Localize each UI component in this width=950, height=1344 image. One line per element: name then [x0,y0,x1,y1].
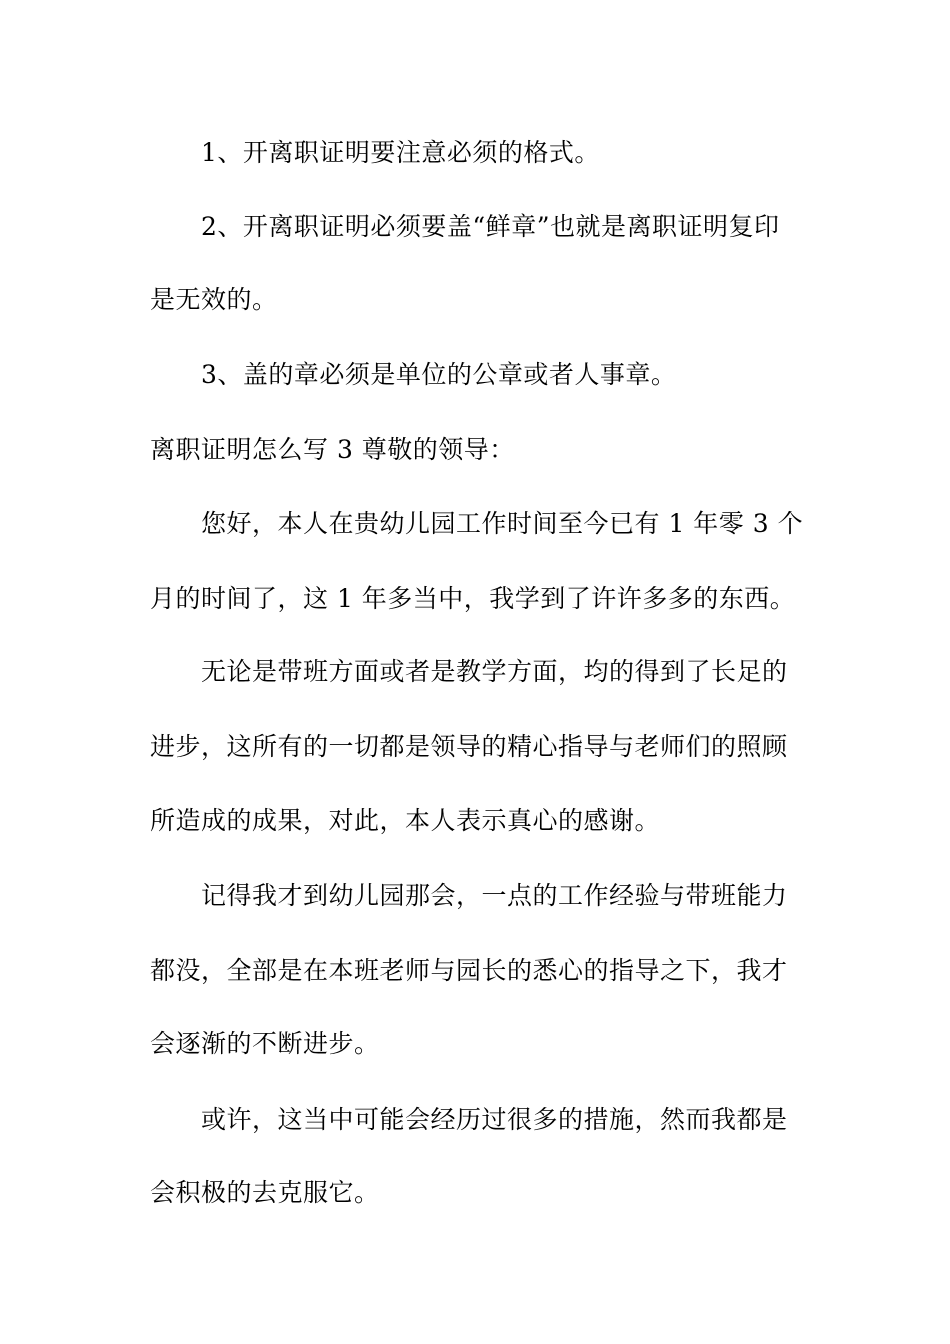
section-heading: 离职证明怎么写 3 尊敬的领导： [150,435,515,464]
paragraph-4-line-2: 会积极的去克服它。 [150,1178,380,1207]
paragraph-3-line-1: 记得我才到幼儿园那会，一点的工作经验与带班能力 [201,881,788,910]
paragraph-3-line-3: 会逐渐的不断进步。 [150,1029,380,1058]
list-item-3: 3、盖的章必须是单位的公章或者人事章。 [201,360,677,389]
paragraph-3-line-2: 都没，全部是在本班老师与园长的悉心的指导之下，我才 [150,956,788,985]
paragraph-1-line-1: 您好，本人在贵幼儿园工作时间至今已有 1 年零 3 个 [201,509,804,538]
paragraph-4-line-1: 或许，这当中可能会经历过很多的措施，然而我都是 [201,1105,788,1134]
list-item-1: 1、开离职证明要注意必须的格式。 [201,138,600,167]
paragraph-2-line-2: 进步，这所有的一切都是领导的精心指导与老师们的照顾 [150,732,788,761]
paragraph-1-line-2: 月的时间了，这 1 年多当中，我学到了许许多多的东西。 [150,584,796,613]
paragraph-2-line-1: 无论是带班方面或者是教学方面，均的得到了长足的 [201,657,788,686]
list-item-2-line-1: 2、开离职证明必须要盖“鲜章”也就是离职证明复印 [201,212,780,241]
paragraph-2-line-3: 所造成的成果，对此，本人表示真心的感谢。 [150,806,661,835]
list-item-2-line-2: 是无效的。 [150,285,278,314]
